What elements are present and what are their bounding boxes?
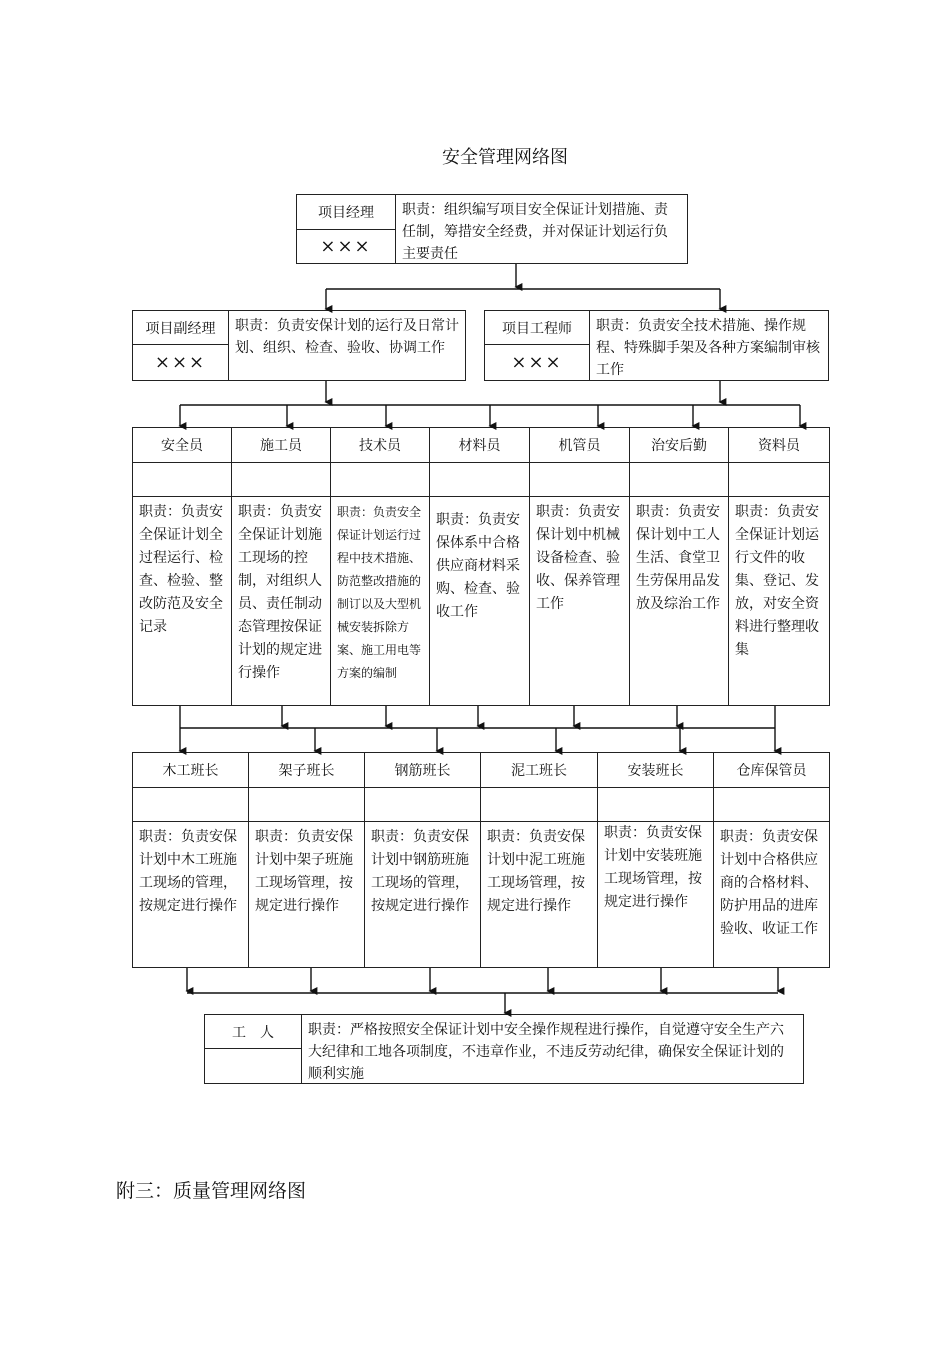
node-person: ×××: [511, 352, 563, 373]
node-name: 安装班长: [598, 753, 713, 788]
node-duty: 职责：负责安保计划中机械设备检查、验收、保养管理工作: [536, 504, 620, 612]
node-blank: [249, 788, 364, 822]
node-document-officer: [729, 428, 829, 705]
node-deputy-manager: [132, 310, 466, 381]
node-blank: [481, 788, 597, 822]
node-warehouse-keeper: [714, 753, 829, 967]
node-name: 治安后勤: [630, 428, 728, 463]
node-name: 木工班长: [133, 753, 248, 788]
node-duty: 职责：负责安全保证计划运行过程中技术措施、防范整改措施的制订以及大型机械安装拆除方案、施工用电等方案的编制: [337, 505, 422, 680]
node-name: 工 人: [205, 1015, 301, 1049]
node-person: ×××: [320, 236, 372, 257]
node-duty: 职责：组织编写项目安全保证计划措施、责任制，筹措安全经费，并对保证计划运行负主要责任: [395, 195, 687, 263]
node-machine-officer: [530, 428, 630, 705]
node-name: 泥工班长: [481, 753, 597, 788]
node-blank: [630, 463, 728, 497]
node-technician: [331, 428, 430, 705]
node-duty: 职责：负责安保计划中架子班施工现场管理，按规定进行操作: [255, 829, 353, 914]
node-name: 钢筋班长: [365, 753, 480, 788]
node-name: 架子班长: [249, 753, 364, 788]
node-blank: [232, 463, 330, 497]
node-blank: [133, 788, 248, 822]
node-blank: [331, 463, 429, 497]
node-material-officer: [430, 428, 530, 705]
node-project-manager: [296, 194, 688, 264]
level3-table: [132, 427, 830, 706]
node-duty: 职责：负责安全保证计划全过程运行、检查、检验、整改防范及安全记录: [139, 504, 223, 635]
node-name: 仓库保管员: [714, 753, 829, 788]
node-name: 机管员: [530, 428, 629, 463]
node-worker: [204, 1014, 804, 1084]
node-name: 项目经理: [297, 195, 395, 230]
node-duty: 职责：负责安保计划中合格供应商的合格材料、防护用品的进库验收、收证工作: [720, 829, 818, 937]
node-duty: 职责：严格按照安全保证计划中安全操作规程进行操作，自觉遵守安全生产六大纪律和工地各项制度，不违章作业，不违反劳动纪律，确保安全保证计划的顺利实施: [301, 1015, 803, 1083]
node-duty: 职责：负责安保计划中安装班施工现场管理，按规定进行操作: [604, 825, 702, 910]
node-safety-officer: [133, 428, 232, 705]
node-duty: 职责：负责安保计划中工人生活、食堂卫生劳保用品发放及综治工作: [636, 504, 720, 612]
node-construction-officer: [232, 428, 331, 705]
node-blank: [530, 463, 629, 497]
node-duty: 职责：负责安全保证计划运行文件的收集、登记、发放，对安全资料进行整理收集: [735, 504, 819, 658]
node-scaffold-leader: [249, 753, 365, 967]
node-blank: [729, 463, 829, 497]
node-person: ×××: [154, 352, 207, 373]
node-duty: 职责：负责安保计划中钢筋班施工现场的管理，按规定进行操作: [371, 829, 469, 914]
node-duty: 职责：负责安全保证计划施工现场的控制，对组织人员、责任制动态管理按保证计划的规定进行操作: [238, 504, 322, 681]
node-blank: [430, 463, 529, 497]
node-name: 施工员: [232, 428, 330, 463]
node-blank: [205, 1049, 301, 1083]
node-name: 安全员: [133, 428, 231, 463]
node-installation-leader: [598, 753, 714, 967]
node-name: 技术员: [331, 428, 429, 463]
node-name: 项目副经理: [133, 311, 228, 345]
node-blank: [714, 788, 829, 822]
node-blank: [365, 788, 480, 822]
node-name: 项目工程师: [485, 311, 589, 345]
appendix-heading: 附三：质量管理网络图: [116, 1180, 307, 1202]
node-project-engineer: [484, 310, 829, 381]
level4-table: [132, 752, 830, 968]
node-security-logistics: [630, 428, 729, 705]
node-duty: 职责：负责安保体系中合格供应商材料采购、检查、验收工作: [436, 512, 520, 620]
node-carpentry-leader: [133, 753, 249, 967]
node-duty: 职责：负责安全技术措施、操作规程、特殊脚手架及各种方案编制审核工作: [589, 311, 828, 380]
node-masonry-leader: [481, 753, 598, 967]
node-duty: 职责：负责安保计划的运行及日常计划、组织、检查、验收、协调工作: [228, 311, 465, 380]
diagram-title: 安全管理网络图: [442, 147, 568, 168]
node-name: 资料员: [729, 428, 829, 463]
node-duty: 职责：负责安保计划中木工班施工现场的管理，按规定进行操作: [139, 829, 237, 914]
node-duty: 职责：负责安保计划中泥工班施工现场管理，按规定进行操作: [487, 829, 585, 914]
node-blank: [598, 788, 713, 822]
node-name: 材料员: [430, 428, 529, 463]
node-blank: [133, 463, 231, 497]
node-rebar-leader: [365, 753, 481, 967]
